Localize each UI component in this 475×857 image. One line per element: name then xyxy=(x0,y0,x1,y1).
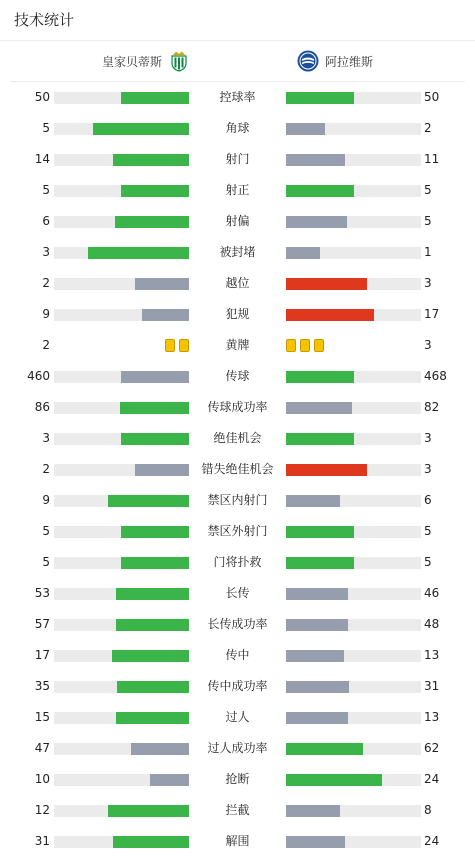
real-betis-crest-icon xyxy=(168,50,190,72)
home-value: 9 xyxy=(42,493,50,507)
stat-label: 传中 xyxy=(225,648,250,662)
away-bar-fill xyxy=(286,495,340,507)
yellow-card-icon xyxy=(165,339,175,352)
stat-row xyxy=(0,826,475,857)
home-bar-track xyxy=(54,681,189,693)
home-bar-fill xyxy=(121,371,189,383)
away-bar-fill xyxy=(286,619,348,631)
stat-label: 射正 xyxy=(225,183,250,197)
away-bar-fill xyxy=(286,433,354,445)
stat-label: 拦截 xyxy=(225,803,250,817)
home-value: 17 xyxy=(34,648,50,662)
stat-row xyxy=(0,268,475,299)
stat-row xyxy=(0,237,475,268)
home-yellow-cards xyxy=(165,339,189,352)
home-bar-fill xyxy=(113,836,189,848)
stat-row xyxy=(0,795,475,826)
away-bar-fill xyxy=(286,464,367,476)
stat-label: 绝佳机会 xyxy=(213,431,262,445)
home-bar-track xyxy=(54,92,189,104)
home-bar-track xyxy=(54,433,189,445)
home-bar-fill xyxy=(142,309,189,321)
home-bar-track xyxy=(54,123,189,135)
home-team-name: 皇家贝蒂斯 xyxy=(102,54,163,69)
stat-row xyxy=(0,299,475,330)
away-bar-track xyxy=(286,526,421,538)
away-bar-fill xyxy=(286,247,320,259)
away-bar-track xyxy=(286,712,421,724)
home-value: 5 xyxy=(42,555,50,569)
stat-label: 角球 xyxy=(225,121,250,135)
stat-label: 禁区外射门 xyxy=(207,524,268,538)
away-value: 5 xyxy=(424,555,432,569)
away-bar-track xyxy=(286,402,421,414)
stat-label: 错失绝佳机会 xyxy=(201,462,274,476)
away-bar-fill xyxy=(286,526,354,538)
away-bar-track xyxy=(286,836,421,848)
away-bar-fill xyxy=(286,836,345,848)
away-value: 13 xyxy=(424,710,440,724)
away-team[interactable] xyxy=(291,41,373,81)
home-bar-fill xyxy=(117,681,189,693)
home-bar-track xyxy=(54,588,189,600)
home-bar-track xyxy=(54,216,189,228)
home-bar-fill xyxy=(108,805,189,817)
home-bar-track xyxy=(54,185,189,197)
stat-label: 控球率 xyxy=(219,90,256,104)
away-bar-track xyxy=(286,495,421,507)
stat-row xyxy=(0,206,475,237)
home-bar-fill xyxy=(115,216,189,228)
home-bar-fill xyxy=(121,185,189,197)
deportivo-alaves-crest-icon xyxy=(297,50,319,72)
away-bar-fill xyxy=(286,309,374,321)
home-bar-track xyxy=(54,402,189,414)
teams-header xyxy=(10,41,465,82)
yellow-card-icon xyxy=(179,339,189,352)
stat-row xyxy=(0,764,475,795)
away-value: 82 xyxy=(424,400,440,414)
stat-row xyxy=(0,640,475,671)
stat-row xyxy=(0,454,475,485)
away-value: 17 xyxy=(424,307,440,321)
away-bar-fill xyxy=(286,681,349,693)
away-bar-track xyxy=(286,743,421,755)
home-bar-track xyxy=(54,309,189,321)
away-value: 5 xyxy=(424,183,432,197)
home-value: 460 xyxy=(27,369,50,383)
home-bar-fill xyxy=(88,247,189,259)
away-bar-track xyxy=(286,278,421,290)
home-value: 57 xyxy=(34,617,50,631)
home-value: 15 xyxy=(34,710,50,724)
away-value: 3 xyxy=(424,338,432,352)
stat-label: 被封堵 xyxy=(219,245,256,259)
home-bar-fill xyxy=(113,154,189,166)
away-value: 5 xyxy=(424,214,432,228)
home-value: 31 xyxy=(34,834,50,848)
home-value: 50 xyxy=(34,90,50,104)
stat-row xyxy=(0,671,475,702)
away-bar-fill xyxy=(286,557,354,569)
home-bar-track xyxy=(54,495,189,507)
away-bar-fill xyxy=(286,650,344,662)
home-bar-track xyxy=(54,464,189,476)
home-value: 53 xyxy=(34,586,50,600)
home-bar-track xyxy=(54,154,189,166)
away-value: 3 xyxy=(424,431,432,445)
away-bar-track xyxy=(286,464,421,476)
yellow-card-icon xyxy=(300,339,310,352)
home-bar-track xyxy=(54,526,189,538)
home-value: 2 xyxy=(42,462,50,476)
stat-label: 传球成功率 xyxy=(207,400,268,414)
home-value: 5 xyxy=(42,524,50,538)
home-bar-fill xyxy=(150,774,189,786)
home-bar-fill xyxy=(116,619,189,631)
away-bar-fill xyxy=(286,185,354,197)
home-bar-track xyxy=(54,805,189,817)
page-title: 技术统计 xyxy=(0,0,475,41)
away-value: 48 xyxy=(424,617,440,631)
away-bar-track xyxy=(286,309,421,321)
home-bar-fill xyxy=(121,526,189,538)
away-bar-track xyxy=(286,216,421,228)
away-bar-fill xyxy=(286,712,348,724)
away-value: 31 xyxy=(424,679,440,693)
home-value: 9 xyxy=(42,307,50,321)
stat-row xyxy=(0,175,475,206)
home-team[interactable] xyxy=(102,41,196,81)
home-bar-track xyxy=(54,774,189,786)
home-value: 47 xyxy=(34,741,50,755)
away-value: 3 xyxy=(424,462,432,476)
home-value: 2 xyxy=(42,276,50,290)
away-value: 3 xyxy=(424,276,432,290)
home-bar-fill xyxy=(121,92,189,104)
away-bar-track xyxy=(286,650,421,662)
stat-label: 传中成功率 xyxy=(207,679,268,693)
stats-list xyxy=(0,82,475,857)
home-bar-track xyxy=(54,278,189,290)
away-value: 5 xyxy=(424,524,432,538)
away-bar-track xyxy=(286,681,421,693)
stat-label: 传球 xyxy=(225,369,250,383)
stat-row xyxy=(0,516,475,547)
home-bar-track xyxy=(54,371,189,383)
stat-row xyxy=(0,609,475,640)
away-bar-track xyxy=(286,185,421,197)
home-bar-track xyxy=(54,619,189,631)
away-value: 13 xyxy=(424,648,440,662)
away-bar-fill xyxy=(286,371,354,383)
home-bar-fill xyxy=(135,278,189,290)
away-value: 62 xyxy=(424,741,440,755)
home-bar-fill xyxy=(112,650,189,662)
away-value: 46 xyxy=(424,586,440,600)
away-bar-fill xyxy=(286,774,382,786)
away-value: 24 xyxy=(424,772,440,786)
away-bar-track xyxy=(286,619,421,631)
away-bar-fill xyxy=(286,278,367,290)
home-bar-fill xyxy=(93,123,189,135)
away-bar-track xyxy=(286,805,421,817)
away-bar-fill xyxy=(286,154,345,166)
stat-label: 解围 xyxy=(225,834,250,848)
home-bar-fill xyxy=(116,712,189,724)
away-bar-fill xyxy=(286,123,325,135)
away-bar-fill xyxy=(286,92,354,104)
stat-row xyxy=(0,82,475,113)
stat-row xyxy=(0,330,475,361)
away-bar-fill xyxy=(286,805,340,817)
away-value: 1 xyxy=(424,245,432,259)
stat-row xyxy=(0,144,475,175)
away-yellow-cards xyxy=(286,339,324,352)
away-value: 468 xyxy=(424,369,447,383)
away-bar-track xyxy=(286,154,421,166)
away-value: 2 xyxy=(424,121,432,135)
home-value: 14 xyxy=(34,152,50,166)
home-value: 5 xyxy=(42,183,50,197)
away-bar-track xyxy=(286,588,421,600)
stat-label: 越位 xyxy=(225,276,250,290)
stat-label: 长传 xyxy=(225,586,250,600)
stat-row xyxy=(0,702,475,733)
home-value: 3 xyxy=(42,431,50,445)
stat-row xyxy=(0,113,475,144)
home-bar-track xyxy=(54,650,189,662)
away-bar-fill xyxy=(286,402,352,414)
stat-label: 长传成功率 xyxy=(207,617,268,631)
stat-label: 门将扑救 xyxy=(213,555,262,569)
home-bar-fill xyxy=(108,495,189,507)
away-bar-track xyxy=(286,371,421,383)
stat-row xyxy=(0,733,475,764)
home-bar-fill xyxy=(121,557,189,569)
away-bar-fill xyxy=(286,216,347,228)
home-bar-fill xyxy=(116,588,189,600)
home-bar-fill xyxy=(131,743,189,755)
stat-row xyxy=(0,547,475,578)
home-bar-track xyxy=(54,712,189,724)
stat-label: 过人成功率 xyxy=(207,741,268,755)
home-value: 6 xyxy=(42,214,50,228)
home-value: 2 xyxy=(42,338,50,352)
away-bar-track xyxy=(286,92,421,104)
home-bar-track xyxy=(54,743,189,755)
home-value: 86 xyxy=(34,400,50,414)
home-bar-track xyxy=(54,247,189,259)
stat-label: 射偏 xyxy=(225,214,250,228)
stat-row xyxy=(0,392,475,423)
away-bar-fill xyxy=(286,588,348,600)
yellow-card-icon xyxy=(314,339,324,352)
home-value: 35 xyxy=(34,679,50,693)
home-value: 5 xyxy=(42,121,50,135)
away-bar-track xyxy=(286,433,421,445)
away-value: 8 xyxy=(424,803,432,817)
stat-label: 禁区内射门 xyxy=(207,493,268,507)
away-value: 6 xyxy=(424,493,432,507)
stat-label: 黄牌 xyxy=(225,338,250,352)
stat-label: 过人 xyxy=(225,710,250,724)
away-bar-fill xyxy=(286,743,363,755)
home-value: 10 xyxy=(34,772,50,786)
away-team-name: 阿拉维斯 xyxy=(325,54,374,69)
home-bar-track xyxy=(54,557,189,569)
home-bar-fill xyxy=(120,402,189,414)
away-bar-track xyxy=(286,557,421,569)
stat-row xyxy=(0,485,475,516)
stat-row xyxy=(0,361,475,392)
away-bar-track xyxy=(286,247,421,259)
home-bar-fill xyxy=(135,464,189,476)
away-value: 50 xyxy=(424,90,440,104)
away-value: 24 xyxy=(424,834,440,848)
home-value: 3 xyxy=(42,245,50,259)
stat-label: 射门 xyxy=(225,152,250,166)
home-bar-fill xyxy=(121,433,189,445)
home-value: 12 xyxy=(34,803,50,817)
away-value: 11 xyxy=(424,152,440,166)
away-bar-track xyxy=(286,123,421,135)
away-bar-track xyxy=(286,774,421,786)
stat-row xyxy=(0,578,475,609)
stat-label: 犯规 xyxy=(225,307,250,321)
stat-label: 抢断 xyxy=(225,772,250,786)
yellow-card-icon xyxy=(286,339,296,352)
stat-row xyxy=(0,423,475,454)
home-bar-track xyxy=(54,836,189,848)
